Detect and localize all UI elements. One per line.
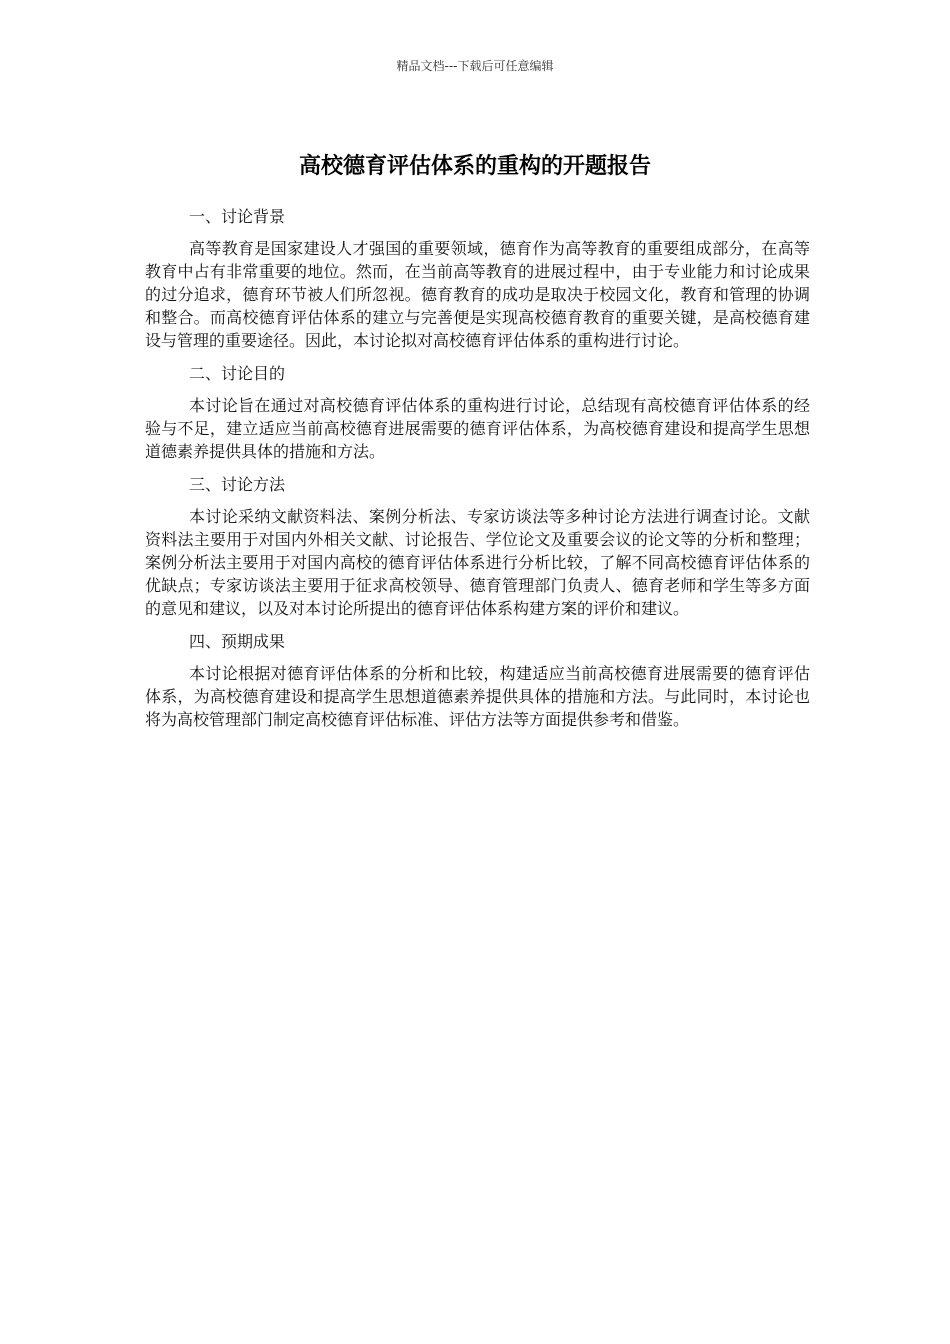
section-heading: 四、预期成果 <box>189 632 286 651</box>
document-title: 高校德育评估体系的重构的开题报告 <box>298 153 651 179</box>
section-methods <box>145 473 810 620</box>
page-header: 精品文档---下载后可任意编辑 <box>396 59 554 73</box>
section-paragraph: 本讨论旨在通过对高校德育评估体系的重构进行讨论，总结现有高校德育评估体系的经验与不足，建立适应当前高校德育进展需要的德育评估体系，为高校德育建设和提高学生思想道德素养提供具体的措施和方法。 <box>145 396 810 461</box>
section-paragraph: 高等教育是国家建设人才强国的重要领域，德育作为高等教育的重要组成部分，在高等教育中占有非常重要的地位。然而，在当前高等教育的进展过程中，由于专业能力和讨论成果的过分追求，德育环节被人们所忽视。德育教育的成功是取决于校园文化，教育和管理的协调和整合。而高校德育评估体系的建立与完善便是实现高校德育教育的重要关键，是高校德育建设与管理的重要途径。因此，本讨论拟对高校德育评估体系的重构进行讨论。 <box>145 239 810 350</box>
section-expected-results <box>145 630 810 731</box>
section-paragraph: 本讨论采纳文献资料法、案例分析法、专家访谈法等多种讨论方法进行调查讨论。文献资料法主要用于对国内外相关文献、讨论报告、学位论文及重要会议的论文等的分析和整理；案例分析法主要用于对国内高校的德育评估体系进行分析比较，了解不同高校德育评估体系的优缺点；专家访谈法主要用于征求高校领导、德育管理部门负责人、德育老师和学生等多方面的意见和建议，以及对本讨论所提出的德育评估体系构建方案的评价和建议。 <box>145 507 810 618</box>
section-purpose <box>145 362 810 463</box>
section-heading: 二、讨论目的 <box>189 364 286 383</box>
section-paragraph: 本讨论根据对德育评估体系的分析和比较，构建适应当前高校德育进展需要的德育评估体系，为高校德育建设和提高学生思想道德素养提供具体的措施和方法。与此同时，本讨论也将为高校管理部门制定高校德育评估标准、评估方法等方面提供参考和借鉴。 <box>145 664 810 729</box>
section-background <box>145 205 810 352</box>
section-heading: 一、讨论背景 <box>189 207 286 226</box>
section-heading: 三、讨论方法 <box>189 475 286 494</box>
document-body <box>145 205 810 741</box>
